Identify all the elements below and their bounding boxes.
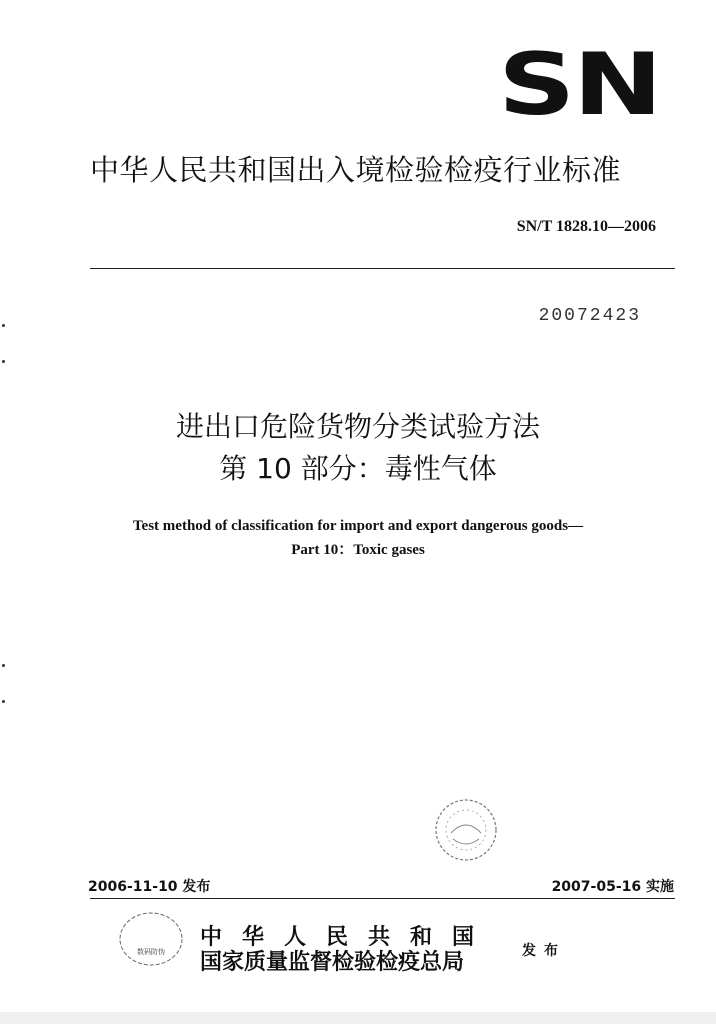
scan-speck <box>2 664 5 667</box>
issuer-country: 中华人民共和国 <box>200 924 495 950</box>
scan-bottom-edge <box>0 1012 716 1024</box>
anti-counterfeit-stamp-icon <box>118 910 184 968</box>
header-divider <box>90 268 675 269</box>
scan-speck <box>2 324 5 327</box>
stamp-label: 数码防伪 <box>137 948 165 956</box>
footer-divider <box>90 898 675 899</box>
organization-title: 中华人民共和国出入境检验检疫行业标准 <box>90 153 622 187</box>
chinese-title-line2: 第 10 部分：毒性气体 <box>219 452 497 485</box>
issue-label: 发布 <box>522 943 566 959</box>
seal-stamp-icon <box>433 797 499 863</box>
publish-date: 2006-11-10 发布 <box>88 879 211 895</box>
standard-code: SN/T 1828.10—2006 <box>516 218 656 235</box>
chinese-title-line1: 进出口危险货物分类试验方法 <box>175 410 540 443</box>
english-title-line1: Test method of classification for import and export dangerous goods— <box>132 518 584 534</box>
english-title-line2: Part 10：Toxic gases <box>291 542 425 558</box>
scan-speck <box>2 360 5 363</box>
issuer-agency: 国家质量监督检验检疫总局 <box>200 949 465 975</box>
scan-speck <box>2 700 5 703</box>
effective-date: 2007-05-16 实施 <box>551 879 674 895</box>
sn-logo: SN <box>498 35 661 135</box>
serial-number: 20072423 <box>538 306 641 326</box>
